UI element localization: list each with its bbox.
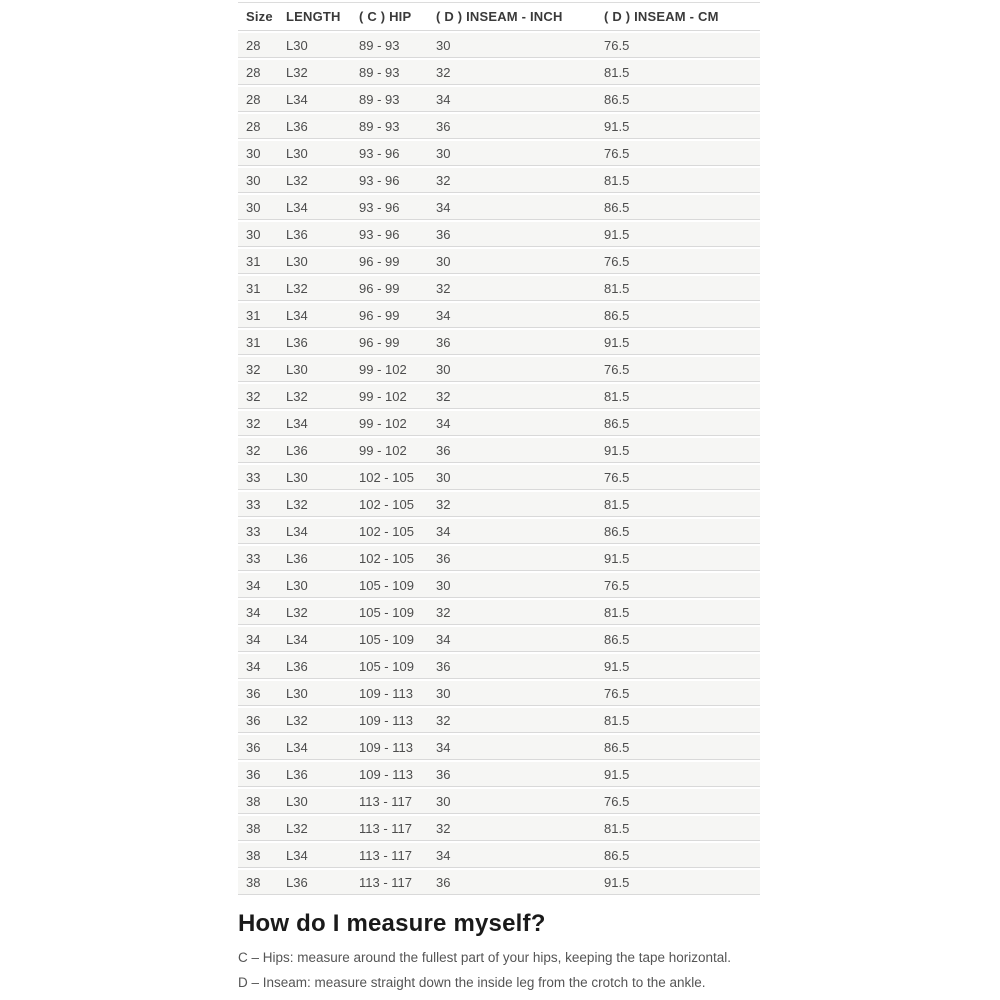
table-row <box>238 193 760 220</box>
column-header: ( C ) HIP <box>351 2 428 31</box>
table-cell: L32 <box>278 274 351 301</box>
table-cell: 81.5 <box>596 166 760 193</box>
table-cell: 76.5 <box>596 571 760 598</box>
table-cell: L30 <box>278 679 351 706</box>
table-cell: 34 <box>238 571 278 598</box>
table-cell: 96 - 99 <box>351 247 428 274</box>
table-cell: 99 - 102 <box>351 382 428 409</box>
table-cell: 34 <box>428 85 596 112</box>
table-cell: L34 <box>278 733 351 760</box>
table-cell: 33 <box>238 517 278 544</box>
table-cell: 30 <box>238 193 278 220</box>
size-chart-body <box>238 31 760 895</box>
table-cell: 109 - 113 <box>351 733 428 760</box>
table-cell: 30 <box>238 220 278 247</box>
measure-heading: How do I measure myself? <box>238 910 546 937</box>
table-cell: 81.5 <box>596 598 760 625</box>
column-header: LENGTH <box>278 2 351 31</box>
table-cell: 91.5 <box>596 760 760 787</box>
measure-instruction-inseam: D – Inseam: measure straight down the inside leg from the crotch to the ankle. <box>238 975 706 990</box>
size-chart-header <box>238 2 760 31</box>
table-row <box>238 85 760 112</box>
table-cell: 34 <box>428 301 596 328</box>
table-row <box>238 814 760 841</box>
table-cell: L32 <box>278 382 351 409</box>
table-row <box>238 31 760 58</box>
table-cell: 33 <box>238 544 278 571</box>
table-cell: 81.5 <box>596 814 760 841</box>
table-cell: 36 <box>238 733 278 760</box>
table-cell: L36 <box>278 112 351 139</box>
table-cell: 86.5 <box>596 301 760 328</box>
table-cell: 28 <box>238 112 278 139</box>
table-cell: L34 <box>278 85 351 112</box>
table-cell: 102 - 105 <box>351 517 428 544</box>
table-cell: 32 <box>428 814 596 841</box>
table-cell: 105 - 109 <box>351 598 428 625</box>
table-row <box>238 787 760 814</box>
table-cell: 32 <box>428 490 596 517</box>
table-cell: 99 - 102 <box>351 409 428 436</box>
table-cell: 30 <box>428 139 596 166</box>
table-cell: 99 - 102 <box>351 436 428 463</box>
table-cell: 93 - 96 <box>351 220 428 247</box>
table-cell: 102 - 105 <box>351 544 428 571</box>
table-cell: L30 <box>278 247 351 274</box>
table-row <box>238 841 760 868</box>
table-cell: 81.5 <box>596 274 760 301</box>
table-cell: 93 - 96 <box>351 139 428 166</box>
table-cell: 113 - 117 <box>351 868 428 895</box>
table-cell: L32 <box>278 706 351 733</box>
table-row <box>238 58 760 85</box>
table-row <box>238 517 760 544</box>
table-cell: L34 <box>278 517 351 544</box>
table-cell: 32 <box>428 166 596 193</box>
table-row <box>238 112 760 139</box>
table-cell: 36 <box>238 706 278 733</box>
table-cell: 30 <box>428 571 596 598</box>
table-cell: L36 <box>278 760 351 787</box>
table-cell: 89 - 93 <box>351 112 428 139</box>
table-cell: 96 - 99 <box>351 274 428 301</box>
table-cell: 76.5 <box>596 463 760 490</box>
table-cell: 91.5 <box>596 652 760 679</box>
table-row <box>238 625 760 652</box>
table-cell: 34 <box>428 841 596 868</box>
table-cell: 109 - 113 <box>351 760 428 787</box>
table-row <box>238 409 760 436</box>
table-cell: 89 - 93 <box>351 58 428 85</box>
table-cell: 36 <box>428 760 596 787</box>
table-row <box>238 166 760 193</box>
table-row <box>238 139 760 166</box>
table-cell: 76.5 <box>596 679 760 706</box>
table-cell: 36 <box>428 220 596 247</box>
table-cell: 36 <box>238 760 278 787</box>
table-cell: 36 <box>428 328 596 355</box>
table-cell: 36 <box>428 544 596 571</box>
table-cell: 32 <box>428 706 596 733</box>
table-row <box>238 679 760 706</box>
table-cell: 36 <box>428 436 596 463</box>
table-row <box>238 598 760 625</box>
table-cell: 32 <box>238 409 278 436</box>
table-cell: L36 <box>278 328 351 355</box>
table-cell: 89 - 93 <box>351 85 428 112</box>
table-cell: 86.5 <box>596 841 760 868</box>
column-header: ( D ) INSEAM - CM <box>596 2 760 31</box>
table-cell: 99 - 102 <box>351 355 428 382</box>
table-row <box>238 274 760 301</box>
table-cell: 34 <box>238 652 278 679</box>
table-row <box>238 733 760 760</box>
table-cell: 86.5 <box>596 409 760 436</box>
table-row <box>238 544 760 571</box>
table-cell: 76.5 <box>596 247 760 274</box>
table-cell: 91.5 <box>596 436 760 463</box>
table-cell: L30 <box>278 787 351 814</box>
table-cell: 30 <box>428 787 596 814</box>
table-cell: L30 <box>278 31 351 58</box>
table-row <box>238 571 760 598</box>
table-row <box>238 355 760 382</box>
table-cell: L30 <box>278 571 351 598</box>
table-cell: 36 <box>428 112 596 139</box>
table-cell: L32 <box>278 58 351 85</box>
table-cell: 113 - 117 <box>351 841 428 868</box>
table-cell: L30 <box>278 139 351 166</box>
table-cell: 31 <box>238 301 278 328</box>
table-cell: 36 <box>428 652 596 679</box>
table-cell: 76.5 <box>596 139 760 166</box>
table-row <box>238 706 760 733</box>
table-cell: 102 - 105 <box>351 490 428 517</box>
size-chart-table <box>238 2 760 895</box>
table-cell: 31 <box>238 328 278 355</box>
table-cell: 33 <box>238 490 278 517</box>
table-cell: 109 - 113 <box>351 679 428 706</box>
table-cell: 32 <box>238 382 278 409</box>
table-cell: 30 <box>428 31 596 58</box>
table-cell: 38 <box>238 787 278 814</box>
table-cell: 113 - 117 <box>351 787 428 814</box>
table-cell: L32 <box>278 598 351 625</box>
table-row <box>238 301 760 328</box>
table-cell: 86.5 <box>596 193 760 220</box>
table-cell: 34 <box>428 193 596 220</box>
table-cell: 93 - 96 <box>351 166 428 193</box>
table-cell: 96 - 99 <box>351 328 428 355</box>
table-row <box>238 247 760 274</box>
measure-instruction-hips: C – Hips: measure around the fullest part of your hips, keeping the tape horizontal. <box>238 950 732 965</box>
table-cell: 38 <box>238 814 278 841</box>
table-cell: L36 <box>278 220 351 247</box>
table-cell: 34 <box>238 625 278 652</box>
table-cell: 91.5 <box>596 220 760 247</box>
table-cell: 81.5 <box>596 58 760 85</box>
table-cell: 30 <box>428 679 596 706</box>
table-cell: 34 <box>428 409 596 436</box>
table-cell: 76.5 <box>596 355 760 382</box>
table-row <box>238 760 760 787</box>
table-cell: 81.5 <box>596 490 760 517</box>
table-cell: L32 <box>278 490 351 517</box>
table-cell: 113 - 117 <box>351 814 428 841</box>
table-cell: 93 - 96 <box>351 193 428 220</box>
table-cell: 76.5 <box>596 31 760 58</box>
table-cell: 86.5 <box>596 517 760 544</box>
size-guide-page <box>238 0 760 990</box>
table-cell: 30 <box>238 166 278 193</box>
table-cell: 33 <box>238 463 278 490</box>
header-row <box>238 2 760 31</box>
table-cell: 32 <box>428 598 596 625</box>
table-cell: 86.5 <box>596 85 760 112</box>
table-cell: 38 <box>238 841 278 868</box>
table-cell: 32 <box>428 58 596 85</box>
table-cell: 86.5 <box>596 733 760 760</box>
table-cell: 38 <box>238 868 278 895</box>
table-cell: L36 <box>278 868 351 895</box>
column-header: Size <box>238 2 278 31</box>
table-cell: 105 - 109 <box>351 625 428 652</box>
table-cell: 32 <box>428 382 596 409</box>
table-cell: 28 <box>238 85 278 112</box>
table-cell: 91.5 <box>596 544 760 571</box>
table-cell: L30 <box>278 355 351 382</box>
table-row <box>238 490 760 517</box>
table-cell: 34 <box>238 598 278 625</box>
table-cell: 91.5 <box>596 112 760 139</box>
table-cell: 28 <box>238 31 278 58</box>
table-cell: 31 <box>238 274 278 301</box>
table-cell: 30 <box>428 355 596 382</box>
table-cell: 31 <box>238 247 278 274</box>
table-cell: 81.5 <box>596 382 760 409</box>
table-cell: 109 - 113 <box>351 706 428 733</box>
table-cell: 30 <box>428 247 596 274</box>
table-cell: 91.5 <box>596 328 760 355</box>
table-cell: 36 <box>428 868 596 895</box>
table-cell: L34 <box>278 409 351 436</box>
table-cell: L32 <box>278 166 351 193</box>
table-cell: 105 - 109 <box>351 571 428 598</box>
table-cell: 36 <box>238 679 278 706</box>
table-cell: L34 <box>278 301 351 328</box>
table-cell: L36 <box>278 652 351 679</box>
table-cell: L34 <box>278 193 351 220</box>
table-row <box>238 328 760 355</box>
table-cell: L34 <box>278 841 351 868</box>
table-cell: 28 <box>238 58 278 85</box>
table-cell: 30 <box>238 139 278 166</box>
table-cell: L30 <box>278 463 351 490</box>
table-cell: 30 <box>428 463 596 490</box>
table-cell: L32 <box>278 814 351 841</box>
table-row <box>238 652 760 679</box>
table-cell: 102 - 105 <box>351 463 428 490</box>
table-cell: 86.5 <box>596 625 760 652</box>
table-cell: 34 <box>428 625 596 652</box>
table-cell: L34 <box>278 625 351 652</box>
table-row <box>238 868 760 895</box>
table-row <box>238 463 760 490</box>
table-cell: 32 <box>428 274 596 301</box>
table-cell: 91.5 <box>596 868 760 895</box>
table-row <box>238 382 760 409</box>
table-cell: 89 - 93 <box>351 31 428 58</box>
table-cell: 34 <box>428 517 596 544</box>
table-cell: 34 <box>428 733 596 760</box>
table-cell: 32 <box>238 436 278 463</box>
table-cell: 81.5 <box>596 706 760 733</box>
table-cell: 96 - 99 <box>351 301 428 328</box>
table-cell: L36 <box>278 436 351 463</box>
table-cell: 76.5 <box>596 787 760 814</box>
table-cell: 32 <box>238 355 278 382</box>
column-header: ( D ) INSEAM - INCH <box>428 2 596 31</box>
table-cell: L36 <box>278 544 351 571</box>
table-row <box>238 220 760 247</box>
table-cell: 105 - 109 <box>351 652 428 679</box>
table-row <box>238 436 760 463</box>
